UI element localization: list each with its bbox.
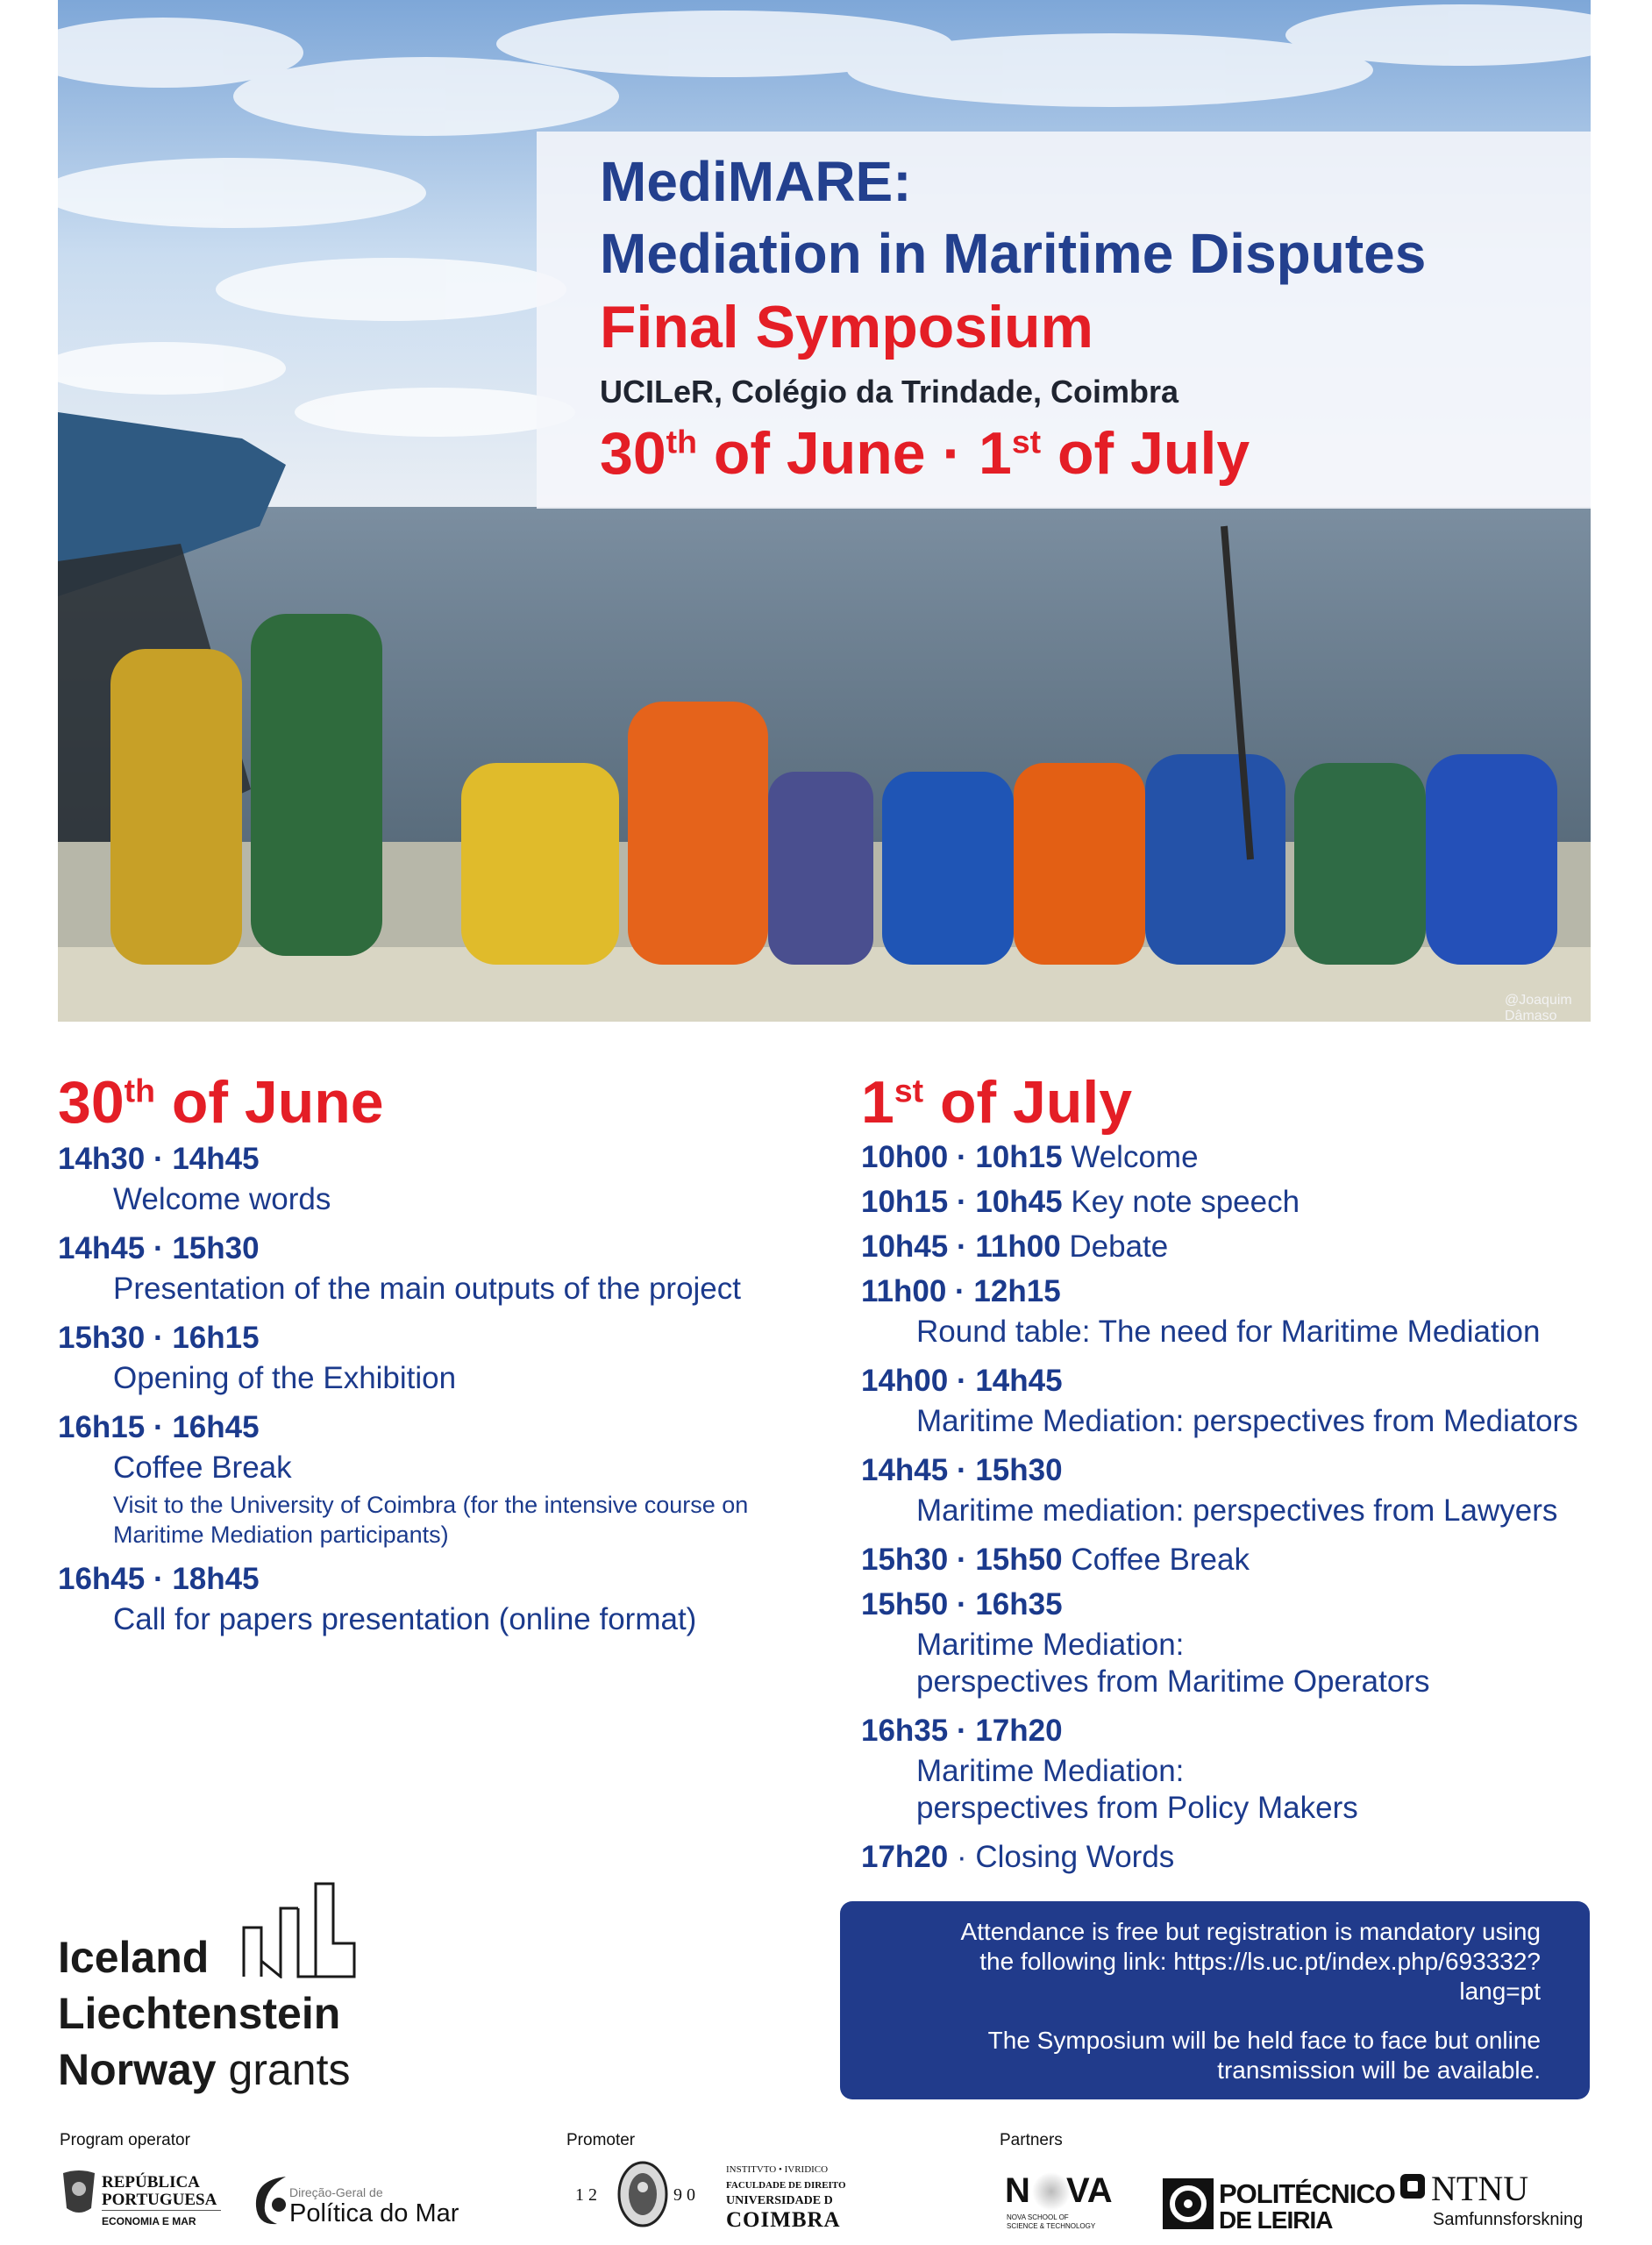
ntnu-sub: Samfunnsforskning	[1433, 2210, 1584, 2229]
rp-line3: ECONOMIA E MAR	[102, 2215, 196, 2227]
schedule-desc: Coffee Break	[113, 1450, 292, 1485]
schedule-item	[58, 1405, 830, 1557]
schedule-time: 15h30 · 16h15	[58, 1321, 260, 1355]
nova-sub1: NOVA SCHOOL OF	[1007, 2213, 1069, 2221]
schedule-item: 17h20 · Closing Words	[861, 1840, 1175, 1874]
schedule-item: 15h30 · 15h50 Coffee Break	[861, 1543, 1250, 1577]
schedule-item: 10h15 · 10h45 Key note speech	[861, 1185, 1300, 1219]
schedule-time: 14h30 · 14h45	[58, 1142, 260, 1176]
politica-do-mar-logo	[251, 2166, 479, 2236]
republica-emblem-icon	[60, 2170, 98, 2219]
day1-heading: 30th of June	[58, 1069, 384, 1136]
dgpm-wave-icon	[251, 2171, 291, 2227]
schedule-item	[58, 1557, 830, 1646]
day1-schedule	[58, 1137, 830, 1646]
rp-line2: PORTUGUESA	[102, 2191, 217, 2209]
nova-sub2: SCIENCE & TECHNOLOGY	[1007, 2222, 1096, 2230]
schedule-time: 14h45 · 15h30	[861, 1453, 1063, 1487]
nova-letters-va: VA	[1066, 2171, 1113, 2210]
schedule-desc: Presentation of the main outputs of the project	[113, 1272, 741, 1306]
uc-year-left: 1 2	[575, 2185, 597, 2205]
registration-text: Attendance is free but registration is mandatory using the following link: https://ls.uc.pt/index.php/693332?lang=pt	[960, 1918, 1541, 2005]
schedule-desc: Call for papers presentation (online format)	[113, 1602, 697, 1636]
event-venue: UCILeR, Colégio da Trindade, Coimbra	[600, 374, 1179, 410]
leiria-circle-icon	[1163, 2178, 1214, 2229]
schedule-desc: Maritime Mediation: perspectives from Mediators	[916, 1404, 1578, 1438]
eea-grants-liechtenstein: Liechtenstein	[58, 1989, 341, 2038]
schedule-note: Visit to the University of Coimbra (for the intensive course on Maritime Mediation participants)	[113, 1492, 749, 1548]
schedule-item: 10h45 · 11h00 Debate	[861, 1229, 1169, 1264]
schedule-time: 15h50 · 16h35	[861, 1587, 1063, 1621]
uc-year-right: 9 0	[673, 2185, 695, 2205]
schedule-item	[861, 1448, 1633, 1537]
ntnu-logo	[1399, 2168, 1592, 2238]
photo-credit: @Joaquim Dâmaso	[1505, 993, 1572, 1022]
uc-line2: FACULDADE DE DIREITO	[726, 2180, 846, 2191]
uc-line3: UNIVERSIDADE D	[726, 2194, 833, 2207]
schedule-time: 16h45 · 18h45	[58, 1562, 260, 1596]
ntnu-square-icon	[1399, 2173, 1426, 2199]
dgpm-small: Direção-Geral de	[289, 2185, 383, 2199]
schedule-item: 10h00 · 10h15 Welcome	[861, 1140, 1199, 1174]
schedule-time: 16h15 · 16h45	[58, 1410, 260, 1444]
eea-grants-iceland: Iceland	[58, 1933, 210, 1982]
schedule-desc: Welcome words	[113, 1182, 331, 1216]
rp-divider	[102, 2210, 221, 2211]
program-operator-label: Program operator	[60, 2131, 190, 2149]
schedule-time: 16h35 · 17h20	[861, 1714, 1063, 1748]
schedule-item	[861, 1582, 1633, 1708]
schedule-item	[58, 1315, 830, 1405]
politecnico-leiria-logo	[1163, 2175, 1395, 2236]
partners-label: Partners	[1000, 2131, 1063, 2149]
eea-grants-icon	[242, 1882, 365, 1978]
schedule-item	[861, 1269, 1633, 1358]
schedule-item	[58, 1137, 830, 1226]
event-dates: 30th of June · 1st of July	[600, 420, 1250, 487]
republica-portuguesa-logo	[60, 2166, 226, 2236]
ntnu-main: NTNU	[1431, 2169, 1529, 2208]
nova-sst-logo	[1005, 2171, 1128, 2234]
promoter-label: Promoter	[566, 2131, 636, 2149]
schedule-desc: Maritime Mediation:	[916, 1628, 1185, 1662]
schedule-time: 11h00 · 12h15	[861, 1274, 1061, 1308]
event-subtitle: Final Symposium	[600, 294, 1093, 360]
schedule-item	[861, 1708, 1633, 1835]
rp-line1: REPÚBLICA	[102, 2173, 200, 2192]
schedule-desc: Maritime mediation: perspectives from Lawyers	[916, 1493, 1558, 1528]
nova-letter-n: N	[1005, 2171, 1030, 2210]
schedule-desc: Maritime Mediation:	[916, 1754, 1185, 1788]
event-acronym: MediMARE:	[600, 150, 912, 213]
schedule-time: 14h45 · 15h30	[58, 1231, 260, 1265]
uc-line1: INSTITVTO • IVRIDICO	[726, 2164, 829, 2175]
schedule-desc: Round table: The need for Maritime Mediation	[916, 1315, 1541, 1349]
uc-line4: COIMBRA	[726, 2208, 841, 2232]
leiria-line2: DE LEIRIA	[1219, 2206, 1333, 2234]
schedule-desc: Opening of the Exhibition	[113, 1361, 457, 1395]
eea-grants-norway: Norway grants	[58, 2045, 351, 2094]
day2-schedule	[861, 1135, 1633, 1879]
schedule-time: 14h00 · 14h45	[861, 1364, 1063, 1398]
registration-info-box	[840, 1901, 1590, 2099]
leiria-line1: POLITÉCNICO	[1219, 2178, 1395, 2209]
event-title: Mediation in Maritime Disputes	[600, 222, 1427, 285]
online-transmission-text: The Symposium will be held face to face but online transmission will be available.	[987, 2027, 1541, 2084]
dgpm-big: Política do Mar	[289, 2199, 459, 2227]
schedule-item	[861, 1358, 1633, 1448]
uc-seal-icon	[617, 2161, 668, 2227]
coimbra-law-faculty-logo	[575, 2156, 856, 2240]
schedule-desc: perspectives from Policy Makers	[916, 1791, 1358, 1825]
schedule-item	[58, 1226, 830, 1315]
schedule-desc: perspectives from Maritime Operators	[916, 1664, 1430, 1699]
day2-heading: 1st of July	[861, 1069, 1133, 1136]
